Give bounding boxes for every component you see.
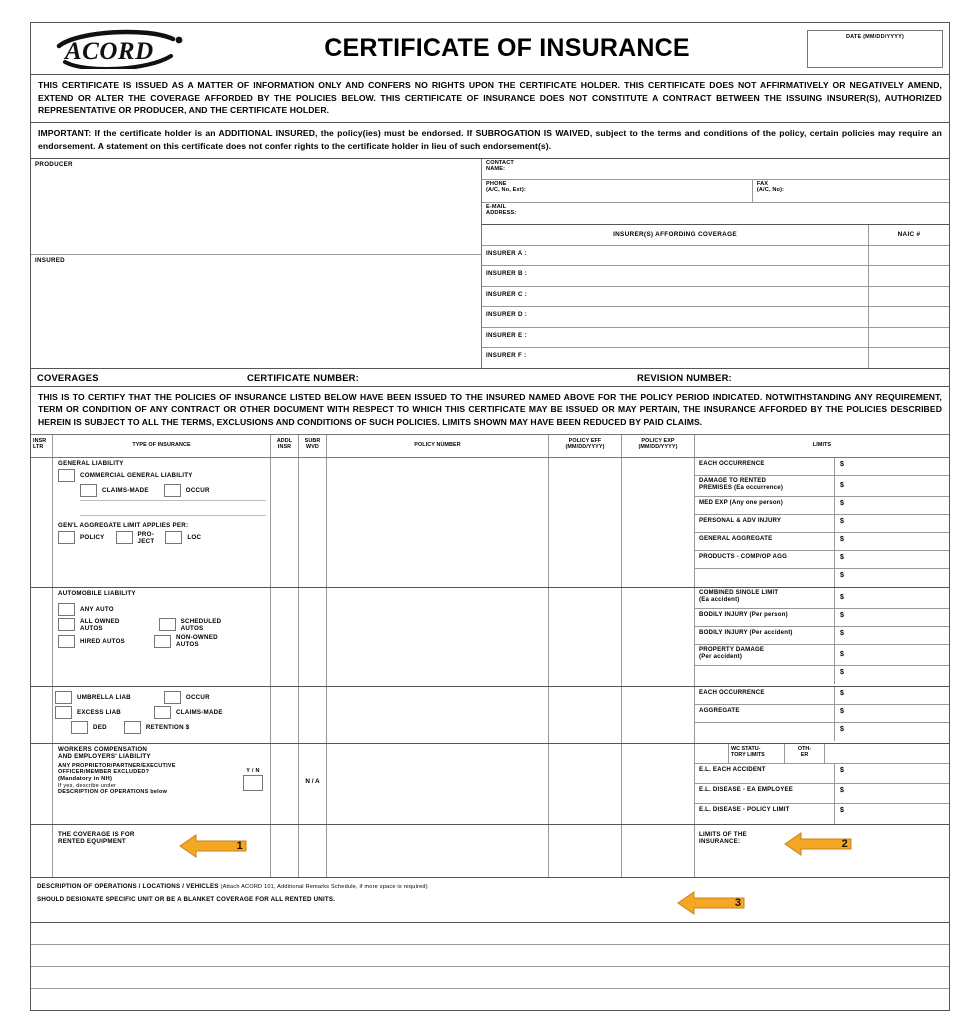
annotation-arrow-1 bbox=[178, 833, 248, 859]
auto-any-auto-option bbox=[58, 603, 270, 616]
certify-paragraph: THIS IS TO CERTIFY THAT THE POLICIES OF INSURANCE LISTED BELOW HAVE BEEN ISSUED TO THE INSURED NAMED ABOVE FOR THE POLICY PERIOD INDICATED. NOTWITHSTANDING ANY REQUIREMENT, TERM OR CONDITION OF ANY CONTRACT OR OTHER DOCUMENT WITH RESPECT TO WHICH THIS CERTIFICATE MAY BE ISSUED OR MAY PERTAIN, THE INSURANCE AFFORDED BY THE POLICIES DESCRIBED HEREIN IS SUBJECT TO ALL THE TERMS, EXCLUSIONS AND CONDITIONS OF SUCH POLICIES. LIMITS SHOWN MAY HAVE BEEN REDUCED BY PAID CLAIMS. bbox=[31, 387, 949, 435]
coverages-bar bbox=[31, 369, 949, 387]
umbrella-option bbox=[55, 691, 270, 704]
wc-statutory-row bbox=[695, 744, 949, 764]
checkbox-icon[interactable] bbox=[165, 531, 182, 544]
limit-line bbox=[695, 666, 949, 684]
limit-line bbox=[695, 609, 949, 627]
col-header-policy-exp: POLICY EXP (MM/DD/YYYY) bbox=[622, 435, 695, 457]
gl-policy-label: POLICY bbox=[80, 534, 105, 542]
auto-any-auto-label: ANY AUTO bbox=[80, 605, 114, 613]
checkbox-icon[interactable] bbox=[58, 635, 75, 648]
gl-title: GENERAL LIABILITY bbox=[58, 459, 124, 467]
gl-loc-label: LOC bbox=[187, 534, 202, 542]
insurer-c-label[interactable]: INSURER C : bbox=[482, 287, 869, 307]
limit-label: EACH OCCURRENCE bbox=[695, 687, 835, 704]
annotation-number-3: 3 bbox=[734, 896, 741, 909]
umb-policy-exp-cell[interactable] bbox=[622, 687, 695, 743]
insured-field[interactable] bbox=[31, 255, 481, 343]
umbrella-occur-label: OCCUR bbox=[185, 693, 210, 701]
limit-value[interactable]: $ bbox=[840, 766, 844, 774]
revision-number-label[interactable]: REVISION NUMBER: bbox=[637, 371, 732, 383]
wc-if-yes-line2: DESCRIPTION OF OPERATIONS below bbox=[58, 788, 168, 795]
contact-label-line1: CONTACT bbox=[486, 159, 514, 166]
checkbox-icon[interactable] bbox=[243, 775, 263, 791]
blank-row[interactable] bbox=[31, 989, 949, 1010]
wc-question-line1: ANY PROPRIETOR/PARTNER/EXECUTIVE bbox=[58, 762, 176, 769]
blank-row[interactable] bbox=[31, 945, 949, 967]
limit-value[interactable]: $ bbox=[840, 517, 844, 525]
limits-of-the-insurance: LIMITS OF THE INSURANCE: bbox=[699, 830, 747, 845]
limit-value[interactable]: $ bbox=[840, 535, 844, 543]
insurer-a-label[interactable]: INSURER A : bbox=[482, 246, 869, 266]
gl-insr-ltr-cell[interactable] bbox=[31, 458, 53, 587]
limit-value[interactable]: $ bbox=[840, 499, 844, 507]
limit-label: E.L. EACH ACCIDENT bbox=[695, 764, 835, 783]
table-row-umbrella-excess bbox=[31, 687, 949, 744]
date-field[interactable]: DATE (MM/DD/YYYY) bbox=[807, 30, 943, 68]
insurers-affording-coverage-header: INSURER(S) AFFORDING COVERAGE bbox=[482, 225, 869, 245]
umb-addl-insr-cell[interactable] bbox=[271, 687, 299, 743]
limit-line bbox=[695, 723, 949, 741]
excess-option bbox=[55, 706, 270, 719]
blank-row[interactable] bbox=[31, 923, 949, 945]
wc-statutory-label: WC STATU- TORY LIMITS bbox=[729, 744, 785, 763]
svg-text:ACORD: ACORD bbox=[65, 37, 154, 65]
producer-field[interactable] bbox=[31, 159, 481, 255]
annotation-number-1: 1 bbox=[236, 839, 243, 852]
insurers-header-row bbox=[482, 225, 949, 246]
checkbox-icon[interactable] bbox=[58, 618, 75, 631]
limit-value[interactable]: $ bbox=[840, 611, 844, 619]
limit-value[interactable]: $ bbox=[840, 650, 844, 658]
auto-policy-eff-cell[interactable] bbox=[549, 588, 622, 686]
producer-label: PRODUCER bbox=[35, 160, 73, 168]
divider bbox=[80, 515, 266, 516]
table-row-custom-rented-equipment bbox=[31, 825, 949, 878]
checkbox-icon[interactable] bbox=[164, 484, 181, 497]
policy-table-header bbox=[31, 435, 949, 458]
limit-label: PERSONAL & ADV INJURY bbox=[695, 515, 835, 532]
table-row-general-liability bbox=[31, 458, 949, 588]
umb-policy-eff-cell[interactable] bbox=[549, 687, 622, 743]
wc-limits-cell bbox=[695, 744, 949, 824]
gl-policy-exp-cell[interactable] bbox=[622, 458, 695, 587]
gl-commercial-option[interactable] bbox=[58, 469, 270, 482]
wc-na-label: N / A bbox=[299, 744, 327, 824]
table-row-automobile-liability bbox=[31, 588, 949, 687]
naic-header: NAIC # bbox=[897, 230, 921, 238]
limit-line bbox=[695, 645, 949, 666]
contact-column bbox=[482, 159, 949, 368]
wc-type-cell bbox=[53, 744, 271, 824]
limit-line bbox=[695, 476, 949, 497]
wc-policy-number-cell[interactable] bbox=[327, 744, 549, 824]
limit-value[interactable]: $ bbox=[840, 571, 844, 579]
disclaimer-paragraph: THIS CERTIFICATE IS ISSUED AS A MATTER OF INFORMATION ONLY AND CONFERS NO RIGHTS UPON THE CERTIFICATE HOLDER. THIS CERTIFICATE DOES NOT AFFIRMATIVELY OR NEGATIVELY AMEND, EXTEND OR ALTER THE COVERAGE AFFORDED BY THE POLICIES BELOW. THIS CERTIFICATE OF INSURANCE DOES NOT CONSTITUTE A CONTRACT BETWEEN THE ISSUING INSURER(S), AUTHORIZED REPRESENTATIVE OR PRODUCER, AND THE CERTIFICATE HOLDER. bbox=[31, 75, 949, 123]
description-spacer[interactable] bbox=[31, 908, 949, 922]
limit-value[interactable]: $ bbox=[840, 725, 844, 733]
description-heading: DESCRIPTION OF OPERATIONS / LOCATIONS / VEHICLES bbox=[37, 882, 219, 890]
custom-addl-insr-cell[interactable] bbox=[271, 825, 299, 877]
limit-label bbox=[695, 569, 835, 587]
limit-line bbox=[695, 533, 949, 551]
important-paragraph: IMPORTANT: If the certificate holder is an ADDITIONAL INSURED, the policy(ies) must be endorsed. If SUBROGATION IS WAIVED, subject to the terms and conditions of the policy, certain policies may require an endorsement. A statement on this certificate does not confer rights to the certificate holder in lieu of such endorsement(s). bbox=[31, 123, 949, 158]
limit-value[interactable]: $ bbox=[840, 553, 844, 561]
insurer-d-label[interactable]: INSURER D : bbox=[482, 307, 869, 327]
limit-label: E.L. DISEASE - EA EMPLOYEE bbox=[695, 784, 835, 803]
phone-field[interactable] bbox=[482, 180, 753, 202]
gl-subr-wvd-cell[interactable] bbox=[299, 458, 327, 587]
insurer-row bbox=[482, 348, 949, 368]
description-body-line: SHOULD DESIGNATE SPECIFIC UNIT OR BE A BLANKET COVERAGE FOR ALL RENTED UNITS. bbox=[37, 896, 336, 904]
insurer-e-label[interactable]: INSURER E : bbox=[482, 328, 869, 348]
custom-limits-cell[interactable] bbox=[695, 825, 949, 877]
checkbox-icon[interactable] bbox=[58, 469, 75, 482]
insurer-row bbox=[482, 287, 949, 308]
limit-label: PRODUCTS - COMP/OP AGG bbox=[695, 551, 835, 568]
gl-commercial-label: COMMERCIAL GENERAL LIABILITY bbox=[80, 471, 193, 479]
fax-label-line2: (A/C, No): bbox=[756, 187, 785, 194]
wc-statutory-blank[interactable] bbox=[825, 744, 949, 763]
phone-label-line1: PHONE bbox=[486, 180, 507, 187]
col-header-insr-ltr: INSR LTR bbox=[31, 435, 53, 457]
limit-label bbox=[695, 723, 835, 741]
insurer-row bbox=[482, 246, 949, 267]
col-header-type-of-insurance: TYPE OF INSURANCE bbox=[53, 435, 271, 457]
checkbox-icon[interactable] bbox=[58, 603, 75, 616]
date-field-wrap bbox=[793, 30, 949, 68]
limit-label: EACH OCCURRENCE bbox=[695, 458, 835, 475]
blank-row[interactable] bbox=[31, 967, 949, 989]
fax-field[interactable] bbox=[753, 180, 949, 202]
limit-value[interactable]: $ bbox=[840, 481, 844, 489]
checkbox-icon[interactable] bbox=[159, 618, 176, 631]
wc-other-label: OTH- ER bbox=[785, 744, 825, 763]
gl-claims-occur-options bbox=[58, 484, 270, 497]
auto-all-owned-label: ALL OWNED AUTOS bbox=[80, 617, 120, 632]
wc-addl-insr-cell[interactable] bbox=[271, 744, 299, 824]
auto-scheduled-label: SCHEDULED AUTOS bbox=[180, 617, 222, 632]
auto-insr-ltr-cell[interactable] bbox=[31, 588, 53, 686]
email-label-line2: ADDRESS: bbox=[486, 210, 517, 217]
wc-question-line2: OFFICER/MEMBER EXCLUDED? bbox=[58, 768, 150, 775]
insurer-b-label[interactable]: INSURER B : bbox=[482, 266, 869, 286]
insurer-f-naic[interactable] bbox=[869, 348, 949, 368]
insurer-f-label[interactable]: INSURER F : bbox=[482, 348, 869, 368]
limit-value[interactable]: $ bbox=[840, 668, 844, 676]
contact-name-field[interactable] bbox=[482, 159, 949, 180]
auto-hired-label: HIRED AUTOS bbox=[80, 637, 126, 645]
limit-value[interactable]: $ bbox=[840, 593, 844, 601]
annotation-arrow-3 bbox=[676, 890, 746, 916]
contact-label-line2: NAME: bbox=[486, 166, 506, 173]
limit-label: MED EXP (Any one person) bbox=[695, 497, 835, 514]
insurer-a-naic[interactable] bbox=[869, 246, 949, 266]
wc-insr-ltr-cell[interactable] bbox=[31, 744, 53, 824]
checkbox-icon[interactable] bbox=[55, 706, 72, 719]
insured-label: INSURED bbox=[35, 256, 65, 264]
gl-policy-number-cell[interactable] bbox=[327, 458, 549, 587]
producer-insured-block bbox=[31, 159, 949, 369]
gl-addl-insr-cell[interactable] bbox=[271, 458, 299, 587]
wc-mandatory-note: (Mandatory in NH) bbox=[58, 775, 113, 782]
wc-title-line2: AND EMPLOYERS' LIABILITY bbox=[58, 752, 151, 760]
umb-limits-cell bbox=[695, 687, 949, 743]
gl-limits-cell bbox=[695, 458, 949, 587]
limit-line bbox=[695, 569, 949, 587]
acord-logo bbox=[31, 29, 221, 69]
annotation-number-2: 2 bbox=[841, 837, 848, 850]
checkbox-icon[interactable] bbox=[164, 691, 181, 704]
checkbox-icon[interactable] bbox=[55, 691, 72, 704]
auto-addl-insr-cell[interactable] bbox=[271, 588, 299, 686]
gl-claims-made-label: CLAIMS-MADE bbox=[102, 486, 149, 494]
limit-line bbox=[695, 551, 949, 569]
wc-title-line1: WORKERS COMPENSATION bbox=[58, 745, 148, 753]
auto-policy-exp-cell[interactable] bbox=[622, 588, 695, 686]
gl-type-cell bbox=[53, 458, 271, 587]
auto-subr-wvd-cell[interactable] bbox=[299, 588, 327, 686]
custom-insr-ltr-cell[interactable] bbox=[31, 825, 53, 877]
limit-line bbox=[695, 588, 949, 609]
col-header-policy-eff: POLICY EFF (MM/DD/YYYY) bbox=[549, 435, 622, 457]
insurer-row bbox=[482, 328, 949, 349]
custom-policy-number-cell[interactable] bbox=[327, 825, 549, 877]
checkbox-icon[interactable] bbox=[124, 721, 141, 734]
limit-line bbox=[695, 497, 949, 515]
col-header-addl-insr: ADDL INSR bbox=[271, 435, 299, 457]
custom-type-cell[interactable] bbox=[53, 825, 271, 877]
umbrella-liab-label: UMBRELLA LIAB bbox=[77, 693, 131, 701]
auto-non-owned-label: NON-OWNED AUTOS bbox=[176, 634, 218, 649]
ded-label: DED bbox=[93, 723, 107, 731]
description-of-operations bbox=[31, 878, 949, 908]
checkbox-icon[interactable] bbox=[71, 721, 88, 734]
limit-line bbox=[695, 458, 949, 476]
umb-type-cell bbox=[53, 687, 271, 743]
limit-line bbox=[695, 804, 949, 824]
blank-rows-block bbox=[31, 923, 949, 1010]
auto-hired-nonowned-options bbox=[58, 634, 270, 648]
limit-value[interactable]: $ bbox=[840, 460, 844, 468]
checkbox-icon[interactable] bbox=[154, 635, 171, 648]
checkbox-icon[interactable] bbox=[116, 531, 133, 544]
limit-value[interactable]: $ bbox=[840, 806, 844, 814]
wc-policy-exp-cell[interactable] bbox=[622, 744, 695, 824]
limit-line bbox=[695, 764, 949, 784]
auto-limits-cell bbox=[695, 588, 949, 686]
limit-line bbox=[695, 687, 949, 705]
checkbox-icon[interactable] bbox=[154, 706, 171, 719]
annotation-arrow-2 bbox=[783, 831, 853, 857]
certificate-number-label[interactable]: CERTIFICATE NUMBER: bbox=[247, 371, 359, 383]
fax-label-line1: FAX bbox=[756, 180, 769, 187]
ded-retention-options bbox=[55, 721, 270, 734]
wc-if-yes-line1: If yes, describe under bbox=[58, 782, 117, 789]
insurer-row bbox=[482, 307, 949, 328]
gl-project-label: PRO- JECT bbox=[137, 530, 155, 545]
description-of-operations-section bbox=[31, 878, 949, 923]
email-field[interactable] bbox=[482, 203, 949, 225]
gl-aggregate-options bbox=[58, 531, 270, 545]
email-label-line1: E-MAIL bbox=[486, 203, 507, 210]
limit-label bbox=[695, 666, 835, 684]
limit-line bbox=[695, 705, 949, 723]
phone-fax-row bbox=[482, 180, 949, 203]
custom-policy-eff-cell[interactable] bbox=[549, 825, 622, 877]
acord-certificate-form bbox=[30, 22, 950, 1011]
limit-line bbox=[695, 627, 949, 645]
coverages-label: COVERAGES bbox=[37, 371, 99, 383]
limit-label: BODILY INJURY (Per accident) bbox=[695, 627, 835, 644]
insurer-d-naic[interactable] bbox=[869, 307, 949, 327]
limit-line bbox=[695, 515, 949, 533]
auto-type-cell bbox=[53, 588, 271, 686]
limit-value[interactable]: $ bbox=[840, 689, 844, 697]
acord-logo-icon bbox=[51, 29, 201, 69]
auto-policy-number-cell[interactable] bbox=[327, 588, 549, 686]
auto-title: AUTOMOBILE LIABILITY bbox=[58, 589, 136, 597]
table-row-workers-compensation bbox=[31, 744, 949, 825]
umb-subr-wvd-cell[interactable] bbox=[299, 687, 327, 743]
limit-value[interactable]: $ bbox=[840, 629, 844, 637]
gl-policy-eff-cell[interactable] bbox=[549, 458, 622, 587]
form-header bbox=[31, 23, 949, 75]
limit-label: PROPERTY DAMAGE (Per accident) bbox=[695, 645, 835, 665]
description-heading-note: (Attach ACORD 101, Additional Remarks Schedule, if more space is required) bbox=[220, 883, 428, 890]
limit-line bbox=[695, 784, 949, 804]
phone-label-line2: (A/C, No, Ext): bbox=[486, 187, 526, 194]
col-header-policy-number: POLICY NUMBER bbox=[327, 435, 549, 457]
producer-insured-column bbox=[31, 159, 482, 368]
custom-subr-wvd-cell[interactable] bbox=[299, 825, 327, 877]
col-header-subr-wvd: SUBR WVD bbox=[299, 435, 327, 457]
limit-value[interactable]: $ bbox=[840, 786, 844, 794]
col-header-limits: LIMITS bbox=[812, 441, 832, 448]
insurer-e-naic[interactable] bbox=[869, 328, 949, 348]
limit-label: GENERAL AGGREGATE bbox=[695, 533, 835, 550]
limit-label: BODILY INJURY (Per person) bbox=[695, 609, 835, 626]
checkbox-icon[interactable] bbox=[80, 484, 97, 497]
limit-label: COMBINED SINGLE LIMIT (Ea accident) bbox=[695, 588, 835, 608]
insurer-b-naic[interactable] bbox=[869, 266, 949, 286]
wc-yn-label: Y / N bbox=[246, 767, 260, 774]
limit-label: E.L. DISEASE - POLICY LIMIT bbox=[695, 804, 835, 824]
excess-liab-label: EXCESS LIAB bbox=[77, 708, 122, 716]
insurer-row bbox=[482, 266, 949, 287]
limit-value[interactable]: $ bbox=[840, 707, 844, 715]
auto-owned-scheduled-options bbox=[58, 618, 270, 632]
retention-label: RETENTION $ bbox=[145, 723, 190, 731]
page-title: CERTIFICATE OF INSURANCE bbox=[324, 34, 690, 62]
gl-aggregate-applies-label: GEN'L AGGREGATE LIMIT APPLIES PER: bbox=[58, 521, 189, 529]
custom-policy-exp-cell[interactable] bbox=[622, 825, 695, 877]
the-coverage-is-for-rented-equipment: THE COVERAGE IS FOR RENTED EQUIPMENT bbox=[58, 830, 135, 845]
divider bbox=[80, 500, 266, 501]
wc-policy-eff-cell[interactable] bbox=[549, 744, 622, 824]
umb-insr-ltr-cell[interactable] bbox=[31, 687, 53, 743]
limit-label: AGGREGATE bbox=[695, 705, 835, 722]
limit-label: DAMAGE TO RENTED PREMISES (Ea occurrence) bbox=[695, 476, 835, 496]
gl-occur-label: OCCUR bbox=[185, 486, 210, 494]
excess-claims-made-label: CLAIMS-MADE bbox=[176, 708, 223, 716]
insurer-c-naic[interactable] bbox=[869, 287, 949, 307]
umb-policy-number-cell[interactable] bbox=[327, 687, 549, 743]
checkbox-icon[interactable] bbox=[58, 531, 75, 544]
